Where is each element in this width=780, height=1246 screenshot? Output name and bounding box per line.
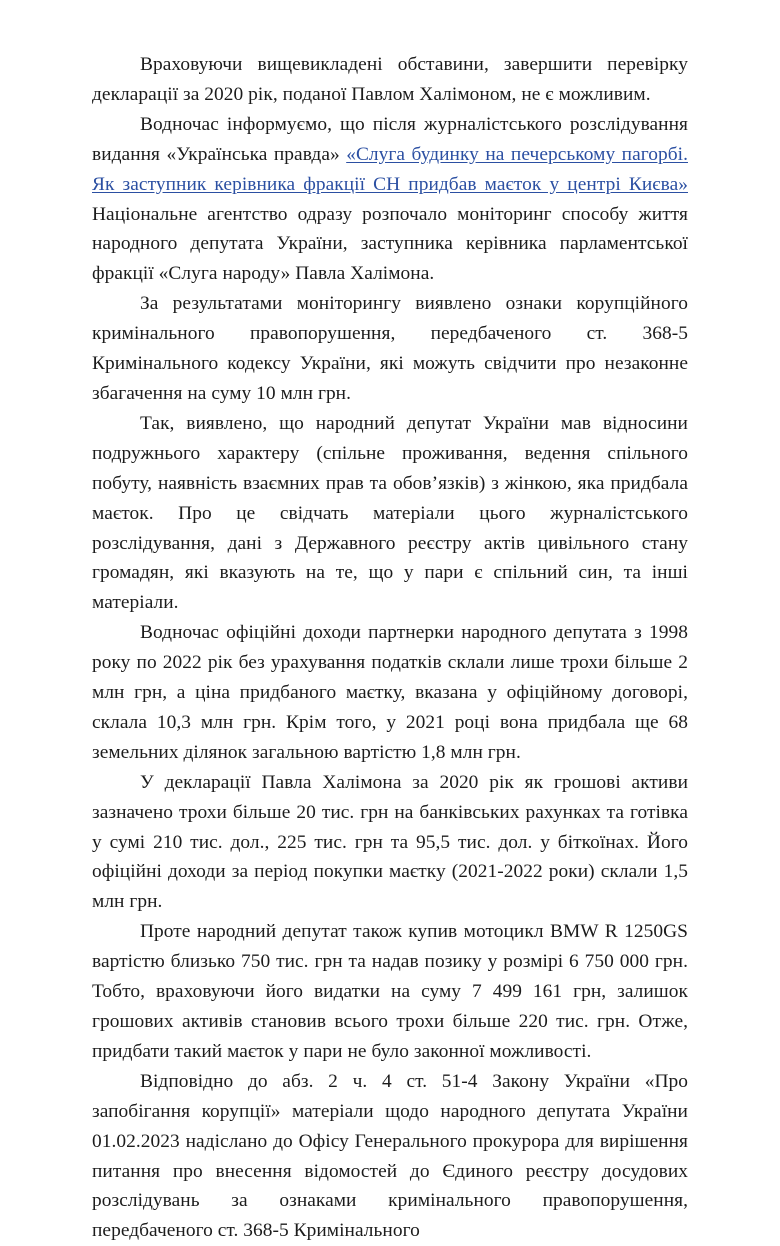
paragraph-2-text-after: Національне агентство одразу розпочало моніторинг способу життя народного депутата України, заступника керівника парламентської фракції «Слуга народу» Павла Халімона. bbox=[92, 203, 688, 285]
paragraph-2 bbox=[92, 110, 688, 289]
paragraph-1: Враховуючи вищевикладені обставини, завершити перевірку декларації за 2020 рік, поданої Павлом Халімоном, не є можливим. bbox=[92, 54, 688, 105]
paragraph-5: Водночас офіційні доходи партнерки народного депутата з 1998 року по 2022 рік без урахування податків склали лише трохи більше 2 млн грн, а ціна придбаного маєтку, вказана у офіційному договорі, склала 10,3 млн грн. Крім того, у 2021 році вона придбала ще 68 земельних ділянок загальною вартістю 1,8 млн грн. bbox=[92, 622, 688, 763]
paragraph-8: Відповідно до абз. 2 ч. 4 ст. 51-4 Закону України «Про запобігання корупції» матеріали щодо народного депутата України 01.02.2023 надіслано до Офісу Генерального прокурора для вирішення питання про внесення відомостей до Єдиного реєстру досудових розслідувань за ознаками кримінального правопорушення, передбаченого ст. 368-5 Кримінального bbox=[92, 1070, 688, 1242]
document-body bbox=[92, 50, 688, 1246]
paragraph-4: Так, виявлено, що народний депутат України мав відносини подружнього характеру (спільне проживання, ведення спільного побуту, наявність взаємних прав та обов’язків) з жінкою, яка придбала маєток. Про це свідчать матеріали цього журналістського розслідування, дані з Державного реєстру актів цивільного стану громадян, які вказують на те, що у пари є спільний син, та інші матеріали. bbox=[92, 412, 688, 614]
paragraph-6: У декларації Павла Халімона за 2020 рік як грошові активи зазначено трохи більше 20 тис. грн на банківських рахунках та готівка у сумі 210 тис. дол., 225 тис. грн та 95,5 тис. дол. у біткоїнах. Його офіційні доходи за період покупки маєтку (2021-2022 роки) склали 1,5 млн грн. bbox=[92, 771, 688, 913]
paragraph-2-text-before: Водночас інформуємо, що після журналістського розслідування видання «Українська правда» bbox=[92, 113, 688, 165]
ukrainska-pravda-article-link[interactable]: «Слуга будинку на печерському пагорбі. Як заступник керівника фракції СН придбав маєток у центрі Києва» bbox=[92, 143, 688, 195]
paragraph-3: За результатами моніторингу виявлено ознаки корупційного кримінального правопорушення, передбаченого ст. 368-5 Кримінального кодексу України, які можуть свідчити про незаконне збагачення на суму 10 млн грн. bbox=[92, 293, 688, 404]
paragraph-7: Проте народний депутат також купив мотоцикл BMW R 1250GS вартістю близько 750 тис. грн та надав позику у розмірі 6 750 000 грн. Тобто, враховуючи його видатки на суму 7 499 161 грн, залишок грошових активів становив всього трохи більше 220 тис. грн. Отже, придбати такий маєток у пари не було законної можливості. bbox=[92, 921, 688, 1062]
